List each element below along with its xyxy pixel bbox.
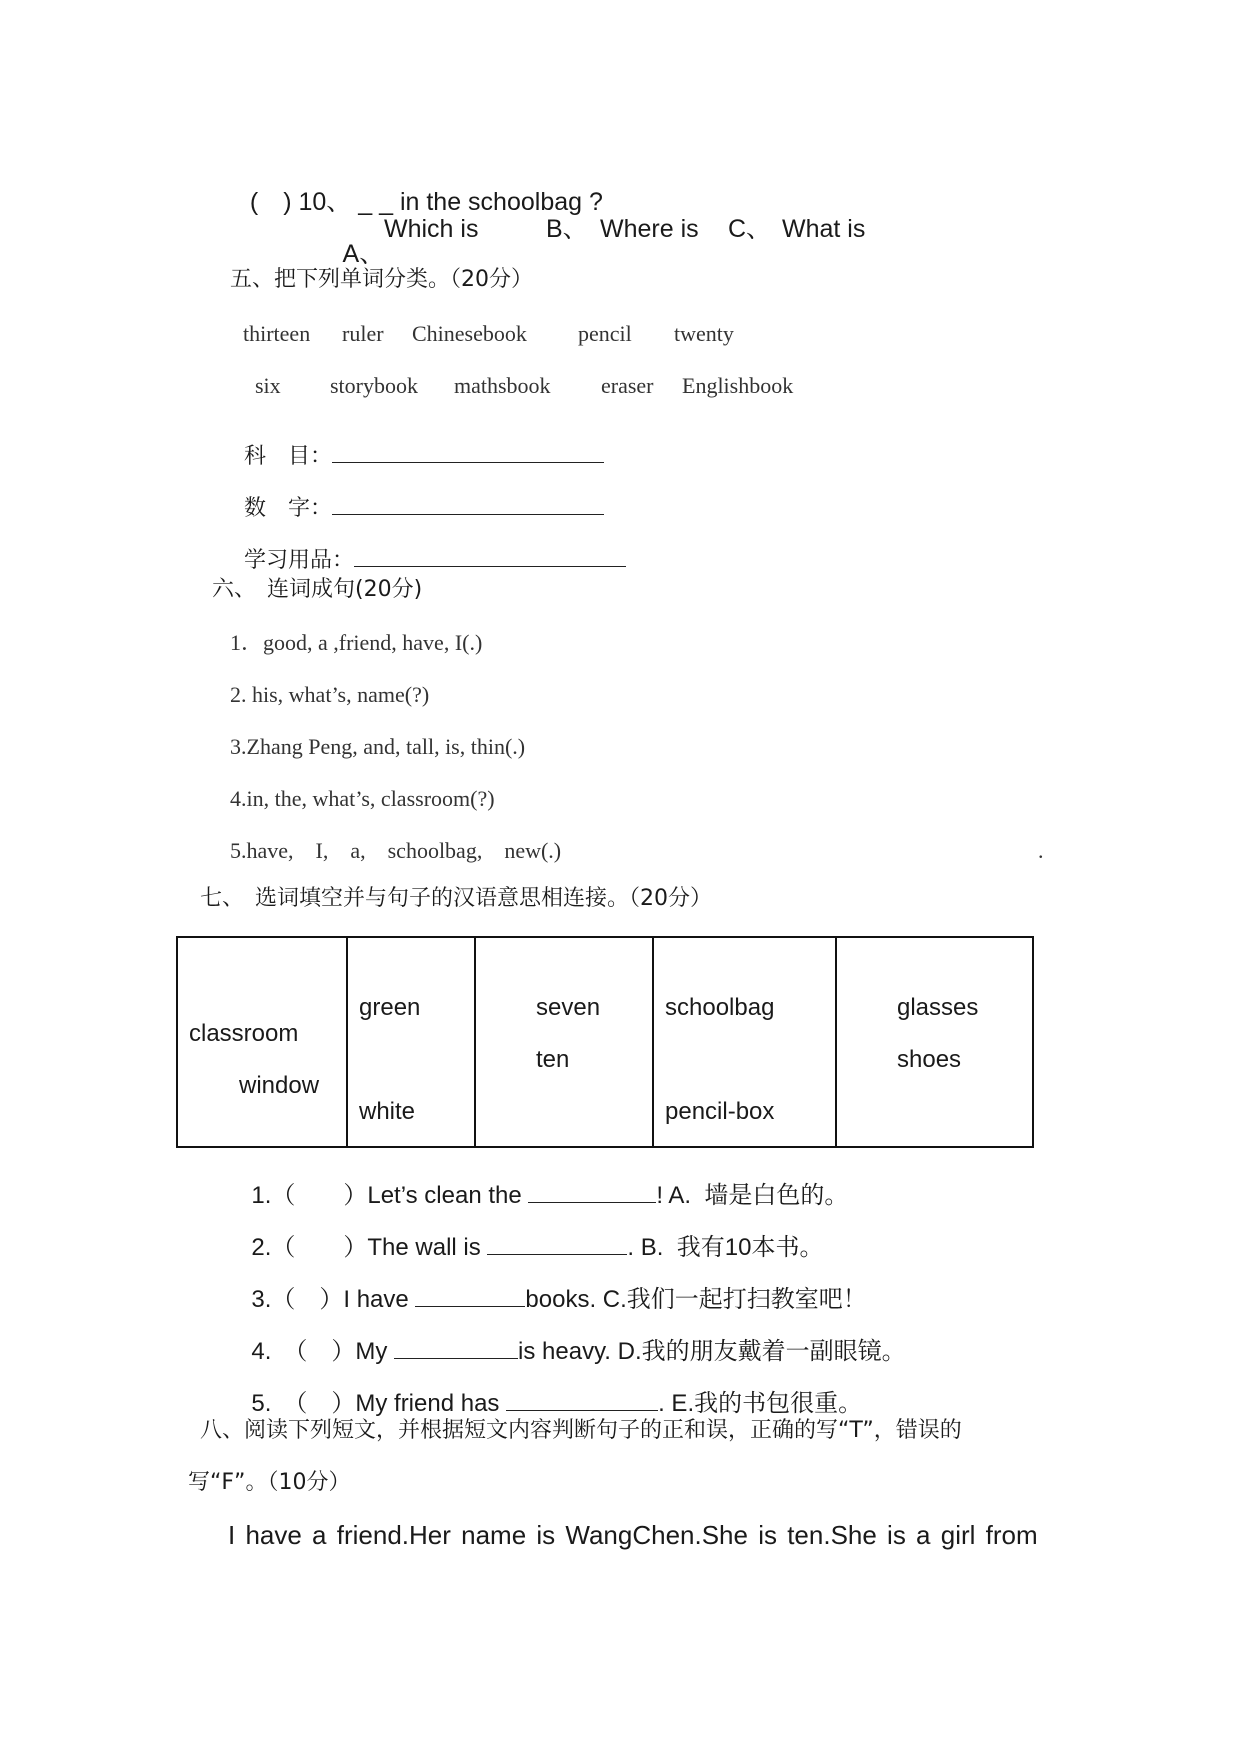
sentence-item: 1．good, a ,friend, have, I(.) xyxy=(230,630,483,655)
table-cell xyxy=(836,937,1033,1147)
sentence-text: My friend has xyxy=(355,1390,507,1417)
category-label: 数 字： xyxy=(244,496,333,521)
table-word: schoolbag xyxy=(665,994,775,1021)
section-8-title-cont: 写“F”。（10分） xyxy=(188,1470,351,1495)
table-word: white xyxy=(359,1098,416,1125)
sentence-number: 2.（ ） xyxy=(251,1234,368,1261)
sentence-item: 2. his, what’s, name(?) xyxy=(230,682,430,707)
option-a-letter: A、 xyxy=(342,240,385,268)
sentence-number: 4. （ ） xyxy=(251,1338,356,1365)
word-item: storybook xyxy=(330,373,418,398)
table-word: shoes xyxy=(897,1046,962,1073)
sentence-number: 1.（ ） xyxy=(251,1182,368,1209)
category-stationery xyxy=(230,528,626,572)
answer-blank[interactable] xyxy=(528,1201,656,1203)
trailing-dot: . xyxy=(1038,838,1044,863)
option-c-letter: C、 xyxy=(728,215,772,243)
sentence-text: The wall is xyxy=(367,1234,488,1261)
option-b-text: Where is xyxy=(600,215,699,243)
sentence-tail: books. C.我们一起打扫教室吧！ xyxy=(525,1286,867,1313)
fill-sentence-4 xyxy=(238,1316,906,1364)
table-word: ten xyxy=(536,1046,570,1073)
fill-sentence-1 xyxy=(238,1160,848,1208)
sentence-text: I have xyxy=(343,1286,416,1313)
table-word: classroom xyxy=(189,1020,299,1047)
table-word: green xyxy=(359,994,421,1021)
category-subjects xyxy=(230,424,604,468)
table-word: seven xyxy=(536,994,601,1021)
sentence-item: 3.Zhang Peng, and, tall, is, thin(.) xyxy=(230,734,526,759)
answer-blank[interactable] xyxy=(332,513,604,515)
table-cell xyxy=(475,937,653,1147)
word-item: six xyxy=(255,373,281,398)
table-cell xyxy=(653,937,836,1147)
sentence-number: 5. （ ） xyxy=(251,1390,356,1417)
fill-sentence-3 xyxy=(238,1264,867,1312)
question-10-options xyxy=(330,217,384,267)
table-cell xyxy=(177,937,347,1147)
option-b-letter: B、 xyxy=(546,215,588,243)
section-7-title: 七、 选词填空并与句子的汉语意思相连接。（20分） xyxy=(200,886,712,911)
answer-blank[interactable] xyxy=(487,1253,627,1255)
question-10-stem: ( ) 10、 _ _ in the schoolbag ? xyxy=(249,188,603,216)
category-label: 科 目： xyxy=(244,444,333,469)
sentence-tail: is heavy. D.我的朋友戴着一副眼镜。 xyxy=(518,1338,906,1365)
sentence-text: My xyxy=(355,1338,395,1365)
table-cell xyxy=(347,937,475,1147)
word-item: pencil xyxy=(578,321,632,346)
table-word: pencil-box xyxy=(665,1098,775,1125)
word-item: ruler xyxy=(342,321,384,346)
word-item: mathsbook xyxy=(454,373,551,398)
sentence-tail: . B. 我有10本书。 xyxy=(627,1234,824,1261)
sentence-item: 5.have, I, a, schoolbag, new(.) xyxy=(230,838,562,863)
word-item: Englishbook xyxy=(682,373,794,398)
answer-blank[interactable] xyxy=(394,1357,518,1359)
section-5-title: 五、把下列单词分类。（20分） xyxy=(230,267,533,292)
sentence-number: 3.（ ） xyxy=(251,1286,344,1313)
sentence-text: Let’s clean the xyxy=(367,1182,529,1209)
sentence-item: 4.in, the, what’s, classroom(?) xyxy=(230,786,495,811)
section-8-title: 八、阅读下列短文，并根据短文内容判断句子的正和误，正确的写“T”，错误的 xyxy=(200,1418,962,1443)
option-a-text: Which is xyxy=(384,215,479,243)
word-choice-table xyxy=(176,936,1034,1148)
reading-passage: I have a friend.Her name is WangChen.She is ten.She is a girl from xyxy=(228,1520,1038,1550)
answer-blank[interactable] xyxy=(415,1305,525,1307)
category-numbers xyxy=(230,476,604,520)
word-item: Chinesebook xyxy=(412,321,527,346)
table-word: glasses xyxy=(897,994,979,1021)
sentence-tail: . E.我的书包很重。 xyxy=(658,1390,863,1417)
word-item: twenty xyxy=(674,321,734,346)
word-item: eraser xyxy=(601,373,654,398)
category-label: 学习用品： xyxy=(244,548,355,573)
table-word: window xyxy=(239,1072,320,1099)
section-6-title: 六、 连词成句(20分) xyxy=(212,577,423,602)
word-item: thirteen xyxy=(243,321,311,346)
sentence-tail: ! A. 墙是白色的。 xyxy=(656,1182,849,1209)
option-c-text: What is xyxy=(782,215,866,243)
answer-blank[interactable] xyxy=(332,461,604,463)
fill-sentence-2 xyxy=(238,1212,823,1260)
answer-blank[interactable] xyxy=(506,1409,658,1411)
answer-blank[interactable] xyxy=(354,565,626,567)
question-10 xyxy=(236,165,603,215)
fill-sentence-5 xyxy=(238,1368,862,1416)
